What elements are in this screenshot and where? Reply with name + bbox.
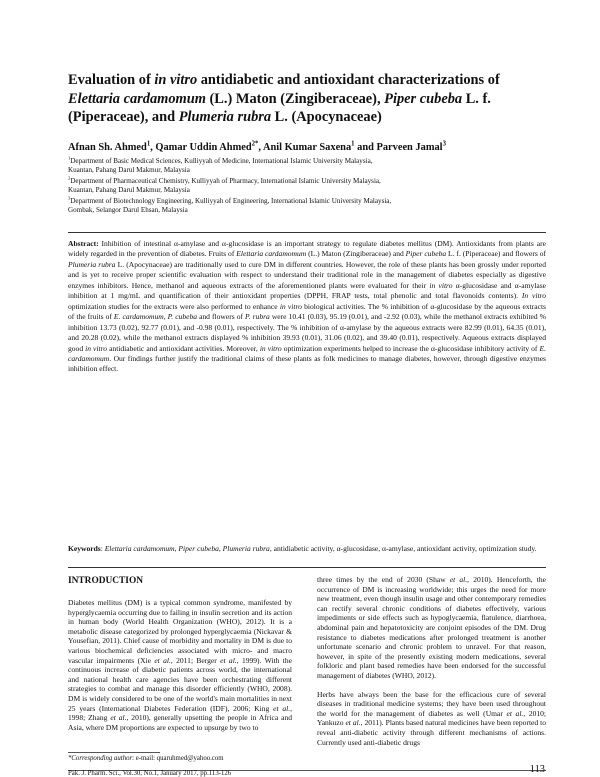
- author-affiliation-mark: 3: [442, 140, 446, 148]
- body-text: Herbs have always been the base for the efficacious cure of several diseases in traditional medicine systems; they have been used throughout the world for the management of diabetes as well (Umar: [317, 689, 546, 718]
- affiliation-2: [68, 177, 546, 194]
- abstract-text: biological activities. The % inhibition of α-glucosidase by the aqueous extracts of the fruits of: [68, 301, 546, 322]
- affiliation-line: [68, 197, 546, 206]
- keywords-italic: Elettaria cardamomum: [104, 544, 175, 553]
- abstract-text: ,: [163, 312, 168, 322]
- author-name: and Parveen Jamal: [354, 142, 443, 153]
- right-column: [317, 575, 546, 747]
- affiliation-mark: 3: [68, 195, 71, 201]
- affiliation-text: Department of Pharmaceutical Chemistry, Kulliyyah of Pharmacy, International Islamic University Malaysia,: [70, 177, 381, 185]
- abstract-text: optimization experiments helped to increase the α-glucosidase inhibitory activity of: [281, 343, 540, 353]
- abstract-text: and flowers of: [197, 312, 246, 322]
- title-italic: Piper cubeba: [384, 90, 463, 107]
- body-text: , 2011). Plants based natural medicines have been reported to reveal anti-diabetic activity through different mechanisms of actions. Currently used anti-diabetic drugs: [317, 718, 547, 747]
- abstract-text: (L.) Maton (Zingiberaceae) and: [306, 249, 406, 259]
- title-italic: Plumeria rubra: [178, 109, 272, 125]
- body-text: Diabetes mellitus (DM) is a typical common syndrome, manifested by hyperglycaemia occurring due to failing in insulin secretion and its action in human body (World Health Organization (WHO), 2012). It is a metabolic disease categorized by prolonged hyperglycaemia (Nickavar & Yousefian, 2011). Chief cause of morbidity and mortality in DM is due to various biochemical deficiencies associated with micro- and macro vascular impairments (Xie: [68, 598, 292, 665]
- title-part: L. (Apocynaceae): [271, 109, 382, 125]
- author-list: [68, 141, 546, 154]
- body-text: , 2010; Yankuzo: [317, 708, 547, 728]
- abstract-italic: in vitro: [429, 280, 453, 290]
- title-part: Evaluation of: [68, 72, 155, 88]
- abstract-italic: E. cardamomum: [68, 343, 546, 363]
- author-name: Afnan Sh. Ahmed: [68, 142, 147, 153]
- corresponding-author-footnote: [68, 755, 224, 763]
- abstract-text: optimization studies for the extracts were also performed to enhance: [68, 301, 280, 311]
- author-name: , Qamar Uddin Ahmed: [150, 142, 252, 153]
- affiliation-location: Kuantan, Pahang Darul Makmur, Malaysia: [68, 185, 190, 194]
- affiliation-text: Department of Biotechnology Engineering, Kulliyyah of Engineering, International Islamic University Malaysia,: [70, 197, 392, 205]
- body-text: three times by the end of 2030 (Shaw: [317, 575, 450, 584]
- body-italic: et al.: [154, 655, 171, 665]
- body-text: , 2010). Henceforth, the occurrence of DM is increasing worldwide; this urges the need for more new treatment, even though insulin usage and other contemporary remedies can rectify several chronic conditions of diabetes effectively, various impediments or side effects such as hypoglycaemia, flatulence, diarrhoea, abdominal pain and hepatotoxicity are conjoint episodes of the DM. Drug resistance to diabetes medications after prolonged treatment is another unfortunate scenario and chronic problem to unravel. For that reason, however, in spite of the presently existing modern medications, several folkloric and plant based remedies have been endorsed for the successful management of diabetes (WHO, 2012).: [317, 575, 546, 680]
- body-text: , 2011; Berger: [170, 655, 221, 665]
- abstract-text: L. f. (Piperaceae) and flowers of: [446, 249, 546, 259]
- abstract-text: α-glucosidase and α-amylase inhibition at 1 mg/mL and quantification of their antioxidant properties (DPPH, FRAP tests, total phenolic and total flavonoids contents).: [68, 280, 546, 301]
- keywords-text: :: [100, 544, 105, 553]
- author-affiliation-mark: 1: [351, 140, 355, 148]
- affiliation-mark: 2: [68, 175, 71, 181]
- affiliation-location: Kuantan, Pahang Darul Makmur, Malaysia: [68, 165, 190, 174]
- abstract-text: . Our findings further justify the traditional claims of these plants as folk medicines to manage diabetes, however, through digestive enzymes inhibition effect.: [68, 353, 546, 374]
- keywords-italic: Plumeria rubra: [222, 544, 270, 553]
- abstract-italic: In vitro: [521, 291, 546, 301]
- journal-citation: Pak. J. Pharm. Sci., Vol.30, No.1, January 2017, pp.113-126: [68, 770, 232, 777]
- abstract-text: were 10.41 (0.03), 95.19 (0.01), and -2.92 (0.03), while the methanol extracts exhibited % inhibition 13.73 (0.02), 92.77 (0.01), and -0.98 (0.01), respectively. The % inhibition of α-amylase by the aqueous extracts were 82.99 (0.01), 64.35 (0.01), and 20.28 (0.02), while the methanol extracts displayed % inhibition 39.93 (0.01), 31.06 (0.02), and 39.40 (0.01), respectively. Aqueous extracts displayed good: [68, 312, 546, 353]
- abstract: [68, 239, 546, 375]
- body-italic: et al.: [449, 575, 468, 584]
- keywords: [68, 544, 546, 554]
- abstract-top-rule: [68, 232, 546, 233]
- body-text: , 1999). With the continuous increase of diabetic patients across world, the international and national health care agencies have been orchestrating different strategies to combat and manage this disorder efficiently (WHO, 2008). DM is widely considered to be one of the world's main mortalities in next 25 years (International Diabetes Federation (IDF), 2006; King: [68, 655, 292, 713]
- abstract-italic: Plumeria rubra: [68, 259, 116, 269]
- keywords-text: ,: [174, 544, 179, 553]
- abstract-text: Inhibition of intestinal α-amylase and α-glucosidase is an important strategy to regulate diabetes mellitus (DM). Antioxidants from plants are widely regarded in the prevention of diabetes. Fruits of: [68, 239, 546, 259]
- affiliation-location: Gombak, Selangor Darul Ehsan, Malaysia: [68, 205, 188, 214]
- title-italic: in vitro: [154, 72, 198, 88]
- abstract-italic: E. cardamomum: [113, 312, 164, 322]
- abstract-label: Abstract:: [68, 239, 99, 248]
- abstract-italic: Piper cubeba: [405, 249, 447, 259]
- title-part: antidiabetic and antioxidant characterizations of: [197, 72, 500, 88]
- body-italic: et al.: [345, 718, 361, 728]
- footnote-rule: [68, 752, 160, 753]
- affiliation-text: Department of Basic Medical Sciences, Kulliyyah of Medicine, International Islamic University Malaysia,: [70, 157, 373, 165]
- body-italic: et al.: [110, 713, 127, 723]
- author-affiliation-mark: 2*: [251, 140, 259, 148]
- intro-paragraph-3: [317, 690, 546, 748]
- abstract-italic: P. cubeba: [167, 312, 198, 322]
- abstract-italic: in vitro: [259, 343, 282, 353]
- footnote-label: *Corresponding author: [68, 755, 133, 762]
- abstract-italic: in vitro: [279, 301, 302, 311]
- section-heading-introduction: INTRODUCTION: [68, 576, 144, 586]
- title-italic: Elettaria cardamomum: [68, 90, 206, 107]
- affiliation-line: [68, 177, 546, 186]
- body-italic: et al.: [220, 655, 237, 665]
- abstract-text: L. (Apocynaceae) are traditionally used to cure DM in different countries. However, the role of these plants has been grossly under reported and is yet to receive proper scientific evaluation with respect to understand their traditional role in the management of diabetes especially as digestive enzymes inhibitors. Hence, methanol and aqueous extracts of the aforementioned plants were evaluated for their: [68, 259, 546, 290]
- keywords-label: Keywords: [68, 544, 101, 553]
- abstract-text: antidiabetic and antioxidant activities. Moreover,: [107, 343, 260, 353]
- body-text: , 1998; Zhang: [68, 703, 293, 723]
- affiliation-line: [68, 157, 546, 166]
- abstract-italic: in vitro: [85, 343, 108, 353]
- footnote-email: : e-mail: quaruhmed@yahoo.com: [132, 755, 224, 762]
- paper-title: [68, 71, 546, 127]
- keywords-text: ,: [218, 544, 223, 553]
- body-italic: et al.: [506, 708, 524, 718]
- left-column: [68, 575, 292, 732]
- affiliation-3: [68, 197, 546, 214]
- title-part: L. f. (Piperaceae), and: [68, 90, 491, 125]
- title-part: (L.) Maton (Zingiberaceae),: [205, 90, 385, 107]
- affiliation-mark: 1: [68, 155, 71, 161]
- author-name: , Anil Kumar Saxena: [258, 142, 352, 153]
- abstract-italic: Elettaria cardamomum: [236, 249, 307, 259]
- affiliation-1: [68, 157, 546, 174]
- intro-paragraph-2: [317, 575, 546, 681]
- keywords-italic: Piper cubeba: [178, 544, 219, 553]
- page-number: 113: [529, 764, 545, 775]
- intro-paragraph-1: [68, 598, 292, 732]
- abstract-italic: P. rubra: [245, 312, 270, 322]
- keywords-bottom-rule: [68, 567, 546, 568]
- keywords-text: , antidiabetic activity, α-glucosidase, α-amylase, antioxidant activity, optimization study.: [269, 544, 537, 553]
- author-affiliation-mark: 1: [146, 140, 151, 148]
- body-italic: et al.: [273, 703, 291, 713]
- body-text: , 2010), generally upsetting the people in Africa and Asia, where DM proportions are expected to upsurge by two to: [68, 713, 293, 732]
